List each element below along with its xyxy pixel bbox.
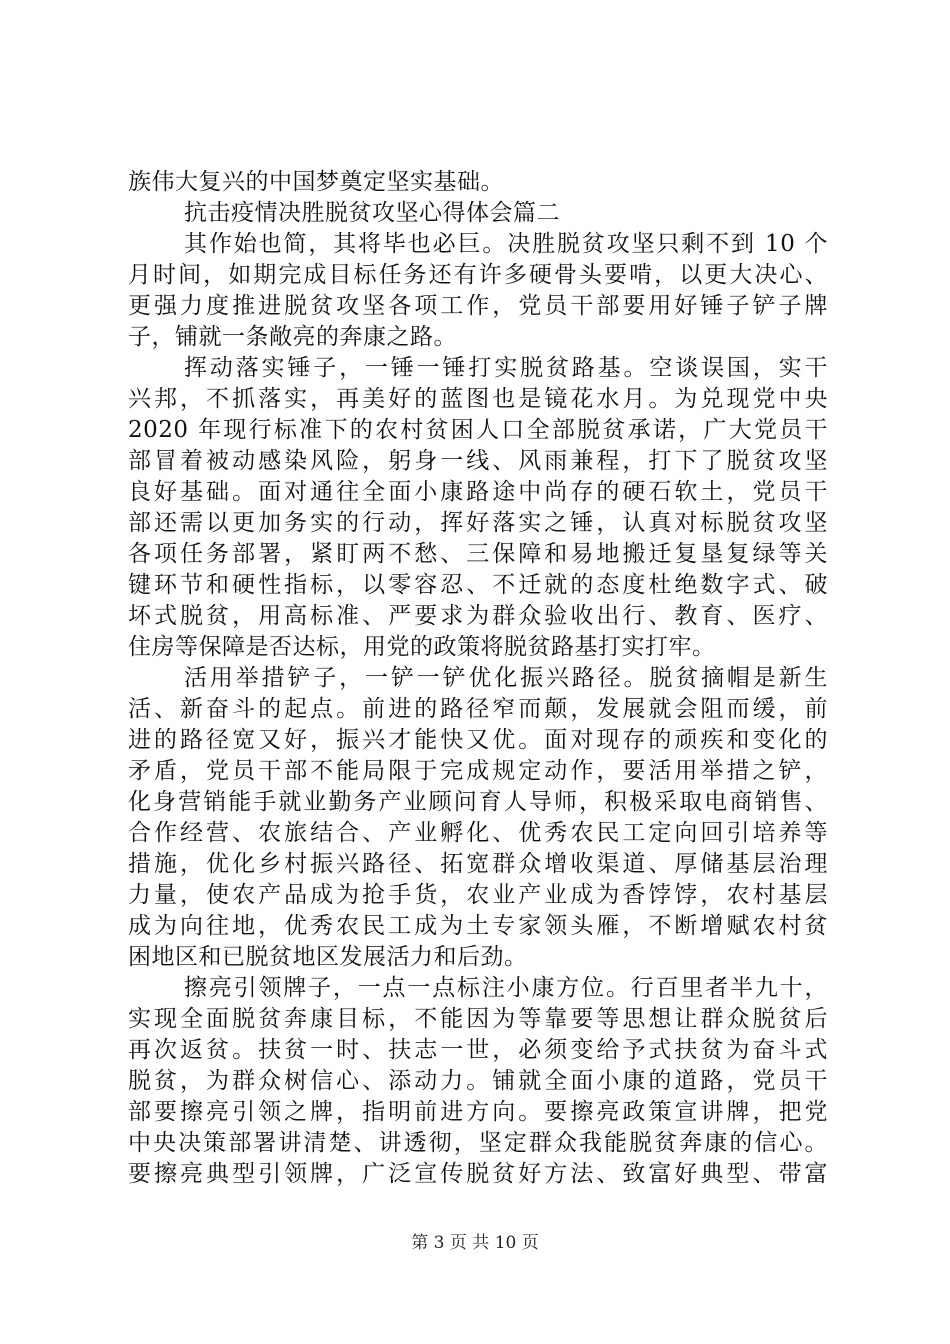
text-line: 子，铺就一条敞亮的奔康之路。 (128, 324, 457, 350)
text-line: 挥动落实锤子，一锤一锤打实脱贫路基。空谈误国，实干 (184, 355, 828, 381)
text-line: 部冒着被动感染风险，躬身一线、风雨兼程，打下了脱贫攻坚 (128, 448, 828, 474)
text-line: 进的路径宽又好，振兴才能快又优。面对现存的顽疾和变化的 (128, 727, 828, 753)
text-line: 活用举措铲子，一铲一铲优化振兴路径。脱贫摘帽是新生 (184, 665, 828, 691)
text-line: 坏式脱贫，用高标准、严要求为群众验收出行、教育、医疗、 (128, 603, 828, 629)
text-line: 抗击疫情决胜脱贫攻坚心得体会篇二 (184, 200, 560, 226)
text-line: 键环节和硬性指标，以零容忍、不迁就的态度杜绝数字式、破 (128, 572, 828, 598)
text-line: 部要擦亮引领之牌，指明前进方向。要擦亮政策宣讲牌，把党 (128, 1099, 828, 1125)
text-line: 更强力度推进脱贫攻坚各项工作，党员干部要用好锤子铲子牌 (128, 293, 828, 319)
text-line: 住房等保障是否达标，用党的政策将脱贫路基打实打牢。 (128, 634, 716, 660)
text-line: 各项任务部署，紧盯两不愁、三保障和易地搬迁复垦复绿等关 (128, 541, 828, 567)
text-line: 实现全面脱贫奔康目标，不能因为等靠要等思想让群众脱贫后 (128, 1006, 828, 1032)
text-line: 力量，使农产品成为抢手货，农业产业成为香饽饽，农村基层 (128, 882, 828, 908)
page-footer: 第 3 页 共 10 页 (411, 1233, 539, 1253)
document-body (128, 167, 828, 1190)
text-line: 困地区和已脱贫地区发展活力和后劲。 (128, 944, 528, 970)
text-line: 合作经营、农旅结合、产业孵化、优秀农民工定向回引培养等 (128, 820, 828, 846)
text-line: 兴邦，不抓落实，再美好的蓝图也是镜花水月。为兑现党中央 (128, 386, 828, 412)
text-line: 月时间，如期完成目标任务还有许多硬骨头要啃，以更大决心、 (128, 262, 828, 288)
text-line: 要擦亮典型引领牌，广泛宣传脱贫好方法、致富好典型、带富 (128, 1161, 828, 1187)
text-line: 中央决策部署讲清楚、讲透彻，坚定群众我能脱贫奔康的信心。 (128, 1130, 828, 1156)
text-line: 成为向往地，优秀农民工成为土专家领头雁，不断增赋农村贫 (128, 913, 828, 939)
text-line: 族伟大复兴的中国梦奠定坚实基础。 (128, 169, 504, 195)
text-line: 化身营销能手就业勤务产业顾问育人导师，积极采取电商销售、 (128, 789, 828, 815)
text-line: 部还需以更加务实的行动，挥好落实之锤，认真对标脱贫攻坚 (128, 510, 828, 536)
text-line: 其作始也简，其将毕也必巨。决胜脱贫攻坚只剩不到 10 个 (184, 231, 828, 257)
text-line: 擦亮引领牌子，一点一点标注小康方位。行百里者半九十， (184, 975, 828, 1001)
text-line: 再次返贫。扶贫一时、扶志一世，必须变给予式扶贫为奋斗式 (128, 1037, 828, 1063)
text-line: 矛盾，党员干部不能局限于完成规定动作，要活用举措之铲， (128, 758, 828, 784)
text-line: 措施，优化乡村振兴路径、拓宽群众增收渠道、厚储基层治理 (128, 851, 828, 877)
text-line: 脱贫，为群众树信心、添动力。铺就全面小康的道路，党员干 (128, 1068, 828, 1094)
text-line: 2020 年现行标准下的农村贫困人口全部脱贫承诺，广大党员干 (128, 417, 828, 443)
text-line: 良好基础。面对通往全面小康路途中尚存的硬石软土，党员干 (128, 479, 828, 505)
text-line: 活、新奋斗的起点。前进的路径窄而颠，发展就会阻而缓，前 (128, 696, 828, 722)
